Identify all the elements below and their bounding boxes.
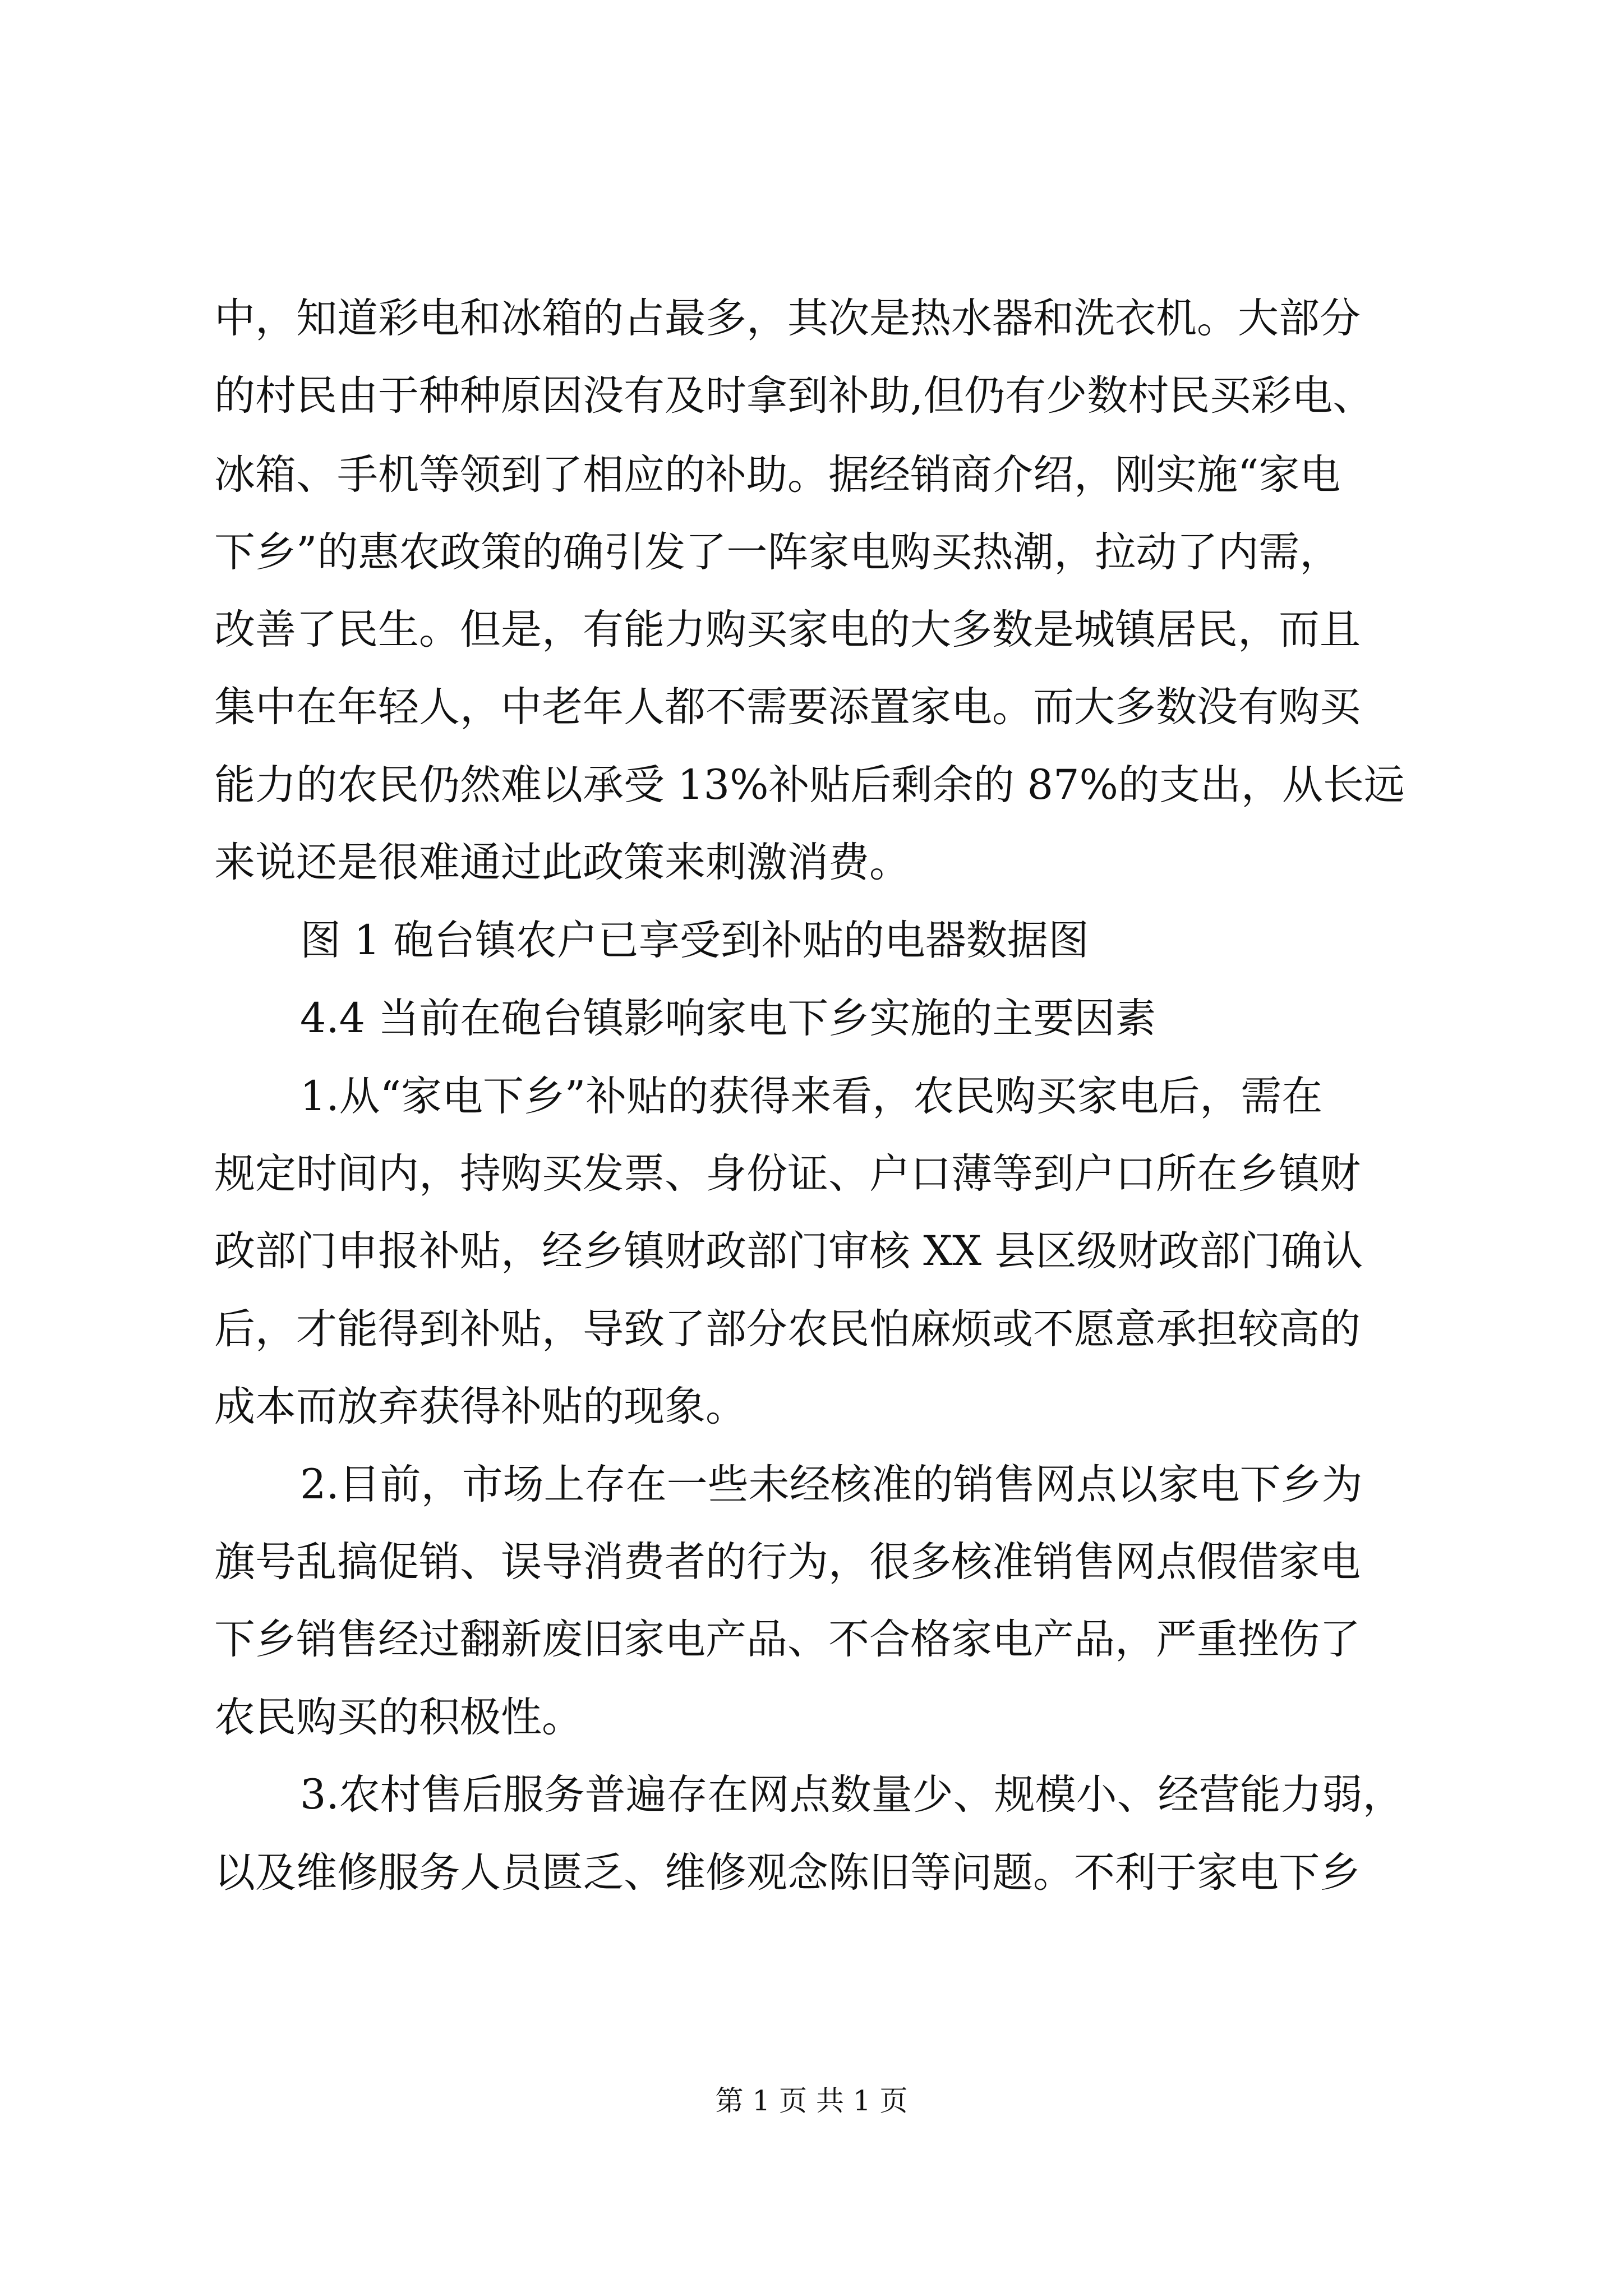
- body-line-13: 政部门申报补贴，经乡镇财政部门审核 XX 县区级财政部门确认: [214, 1227, 1363, 1275]
- body-line-2: 的村民由于种种原因没有及时拿到补助,但仍有少数村民买彩电、: [214, 372, 1374, 420]
- body-line-18: 下乡销售经过翻新废旧家电产品、不合格家电产品，严重挫伤了: [214, 1616, 1361, 1663]
- body-line-11: 1.从“家电下乡”补贴的获得来看，农民购买家电后，需在: [300, 1073, 1323, 1120]
- page-footer: 第 1 页 共 1 页: [715, 2085, 908, 2117]
- body-line-20: 3.农村售后服务普遍存在网点数量少、规模小、经营能力弱，: [300, 1771, 1404, 1819]
- section-heading: 4.4 当前在砲台镇影响家电下乡实施的主要因素: [300, 995, 1156, 1042]
- body-line-17: 旗号乱搞促销、误导消费者的行为，很多核准销售网点假借家电: [214, 1538, 1361, 1586]
- body-line-14: 后，才能得到补贴，导致了部分农民怕麻烦或不愿意承担较高的: [214, 1305, 1361, 1353]
- body-line-6: 集中在年轻人，中老年人都不需要添置家电。而大多数没有购买: [214, 683, 1361, 731]
- body-line-1: 中，知道彩电和冰箱的占最多，其次是热水器和洗衣机。大部分: [214, 295, 1361, 342]
- body-line-5: 改善了民生。但是，有能力购买家电的大多数是城镇居民，而且: [214, 606, 1361, 654]
- body-line-4: 下乡”的惠农政策的确引发了一阵家电购买热潮，拉动了内需，: [214, 528, 1341, 576]
- body-line-15: 成本而放弃获得补贴的现象。: [214, 1383, 746, 1430]
- body-line-7: 能力的农民仍然难以承受 13%补贴后剩余的 87%的支出，从长远: [214, 761, 1405, 809]
- body-line-16: 2.目前，市场上存在一些未经核准的销售网点以家电下乡为: [300, 1461, 1363, 1508]
- body-line-21: 以及维修服务人员匮乏、维修观念陈旧等问题。不利于家电下乡: [214, 1849, 1361, 1897]
- body-line-8: 来说还是很难通过此政策来刺激消费。: [214, 839, 910, 886]
- figure-caption: 图 1 砲台镇农户已享受到补贴的电器数据图: [300, 917, 1089, 964]
- body-line-3: 冰箱、手机等领到了相应的补助。据经销商介绍，刚实施“家电: [214, 451, 1341, 499]
- body-line-12: 规定时间内，持购买发票、身份证、户口薄等到户口所在乡镇财: [214, 1150, 1361, 1198]
- body-line-19: 农民购买的积极性。: [214, 1694, 583, 1741]
